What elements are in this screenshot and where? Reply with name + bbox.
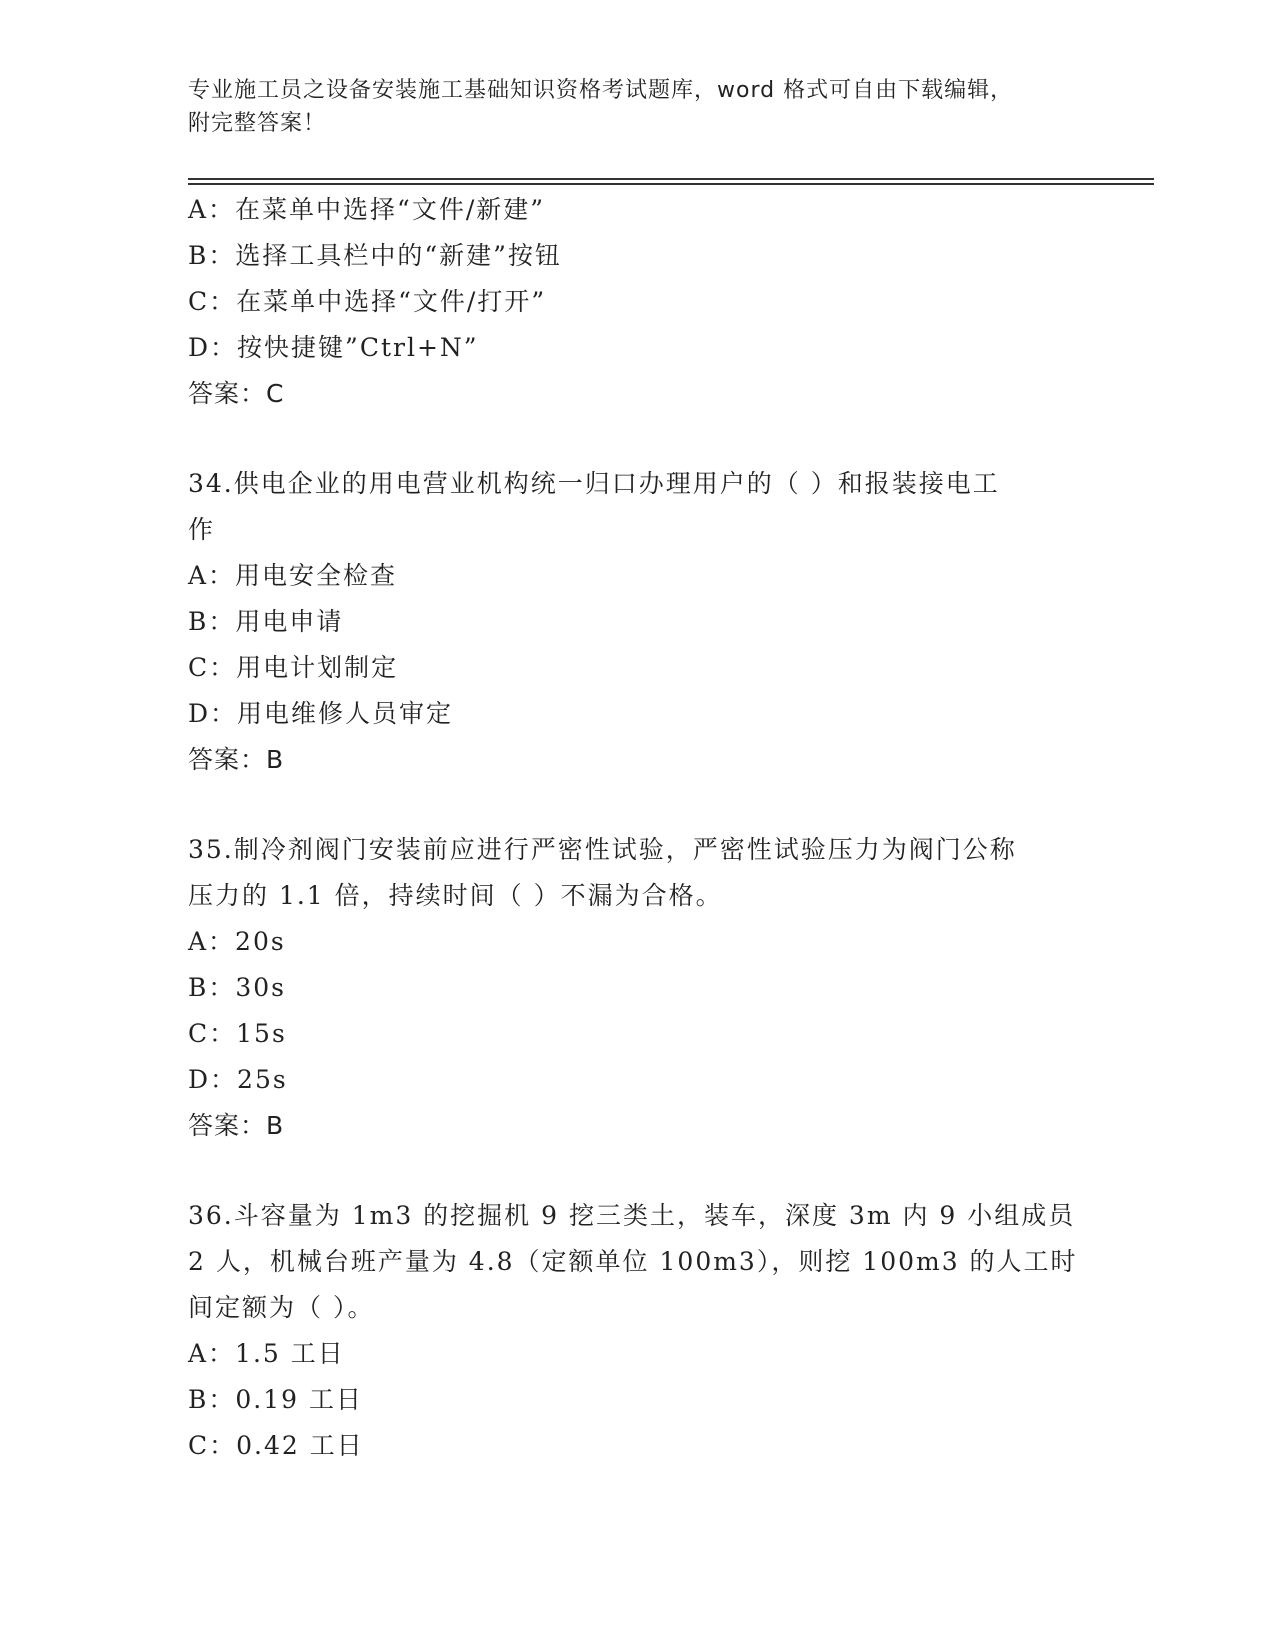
option-c: C：用电计划制定: [188, 653, 399, 682]
option-d: D：用电维修人员审定: [188, 699, 454, 728]
answer: 答案：B: [188, 1111, 285, 1140]
question-content: [188, 187, 1088, 1469]
option-a: A：20s: [188, 927, 286, 956]
option-a: A：用电安全检查: [188, 561, 398, 590]
option-a: A：1.5 工日: [188, 1339, 345, 1368]
option-d: D：25s: [188, 1065, 288, 1094]
option-d: D：按快捷键”Ctrl+N”: [188, 333, 479, 362]
question-title-line: 间定额为（ ）。: [188, 1293, 375, 1322]
option-c: C：0.42 工日: [188, 1431, 364, 1460]
question-title-line: 34.供电企业的用电营业机构统一归口办理用户的（ ）和报装接电工: [188, 469, 1000, 498]
question-33: [188, 187, 1088, 417]
question-title-line: 作: [188, 515, 216, 544]
option-b: B：用电申请: [188, 607, 344, 636]
question-35: [188, 827, 1088, 1149]
option-a: A：在菜单中选择“文件/新建”: [188, 195, 546, 224]
option-b: B：选择工具栏中的“新建”按钮: [188, 241, 562, 270]
header-divider-bottom: [188, 183, 1154, 185]
header-divider-top: [188, 178, 1154, 180]
option-c: C：15s: [188, 1019, 287, 1048]
header-line-2: 附完整答案！: [188, 111, 327, 136]
question-spacer: [188, 1149, 1088, 1193]
option-b: B：0.19 工日: [188, 1385, 363, 1414]
question-spacer: [188, 783, 1088, 827]
question-title-line: 36.斗容量为 1m3 的挖掘机 9 挖三类土，装车，深度 3m 内 9 小组成员: [188, 1201, 1076, 1230]
question-title-line: 2 人，机械台班产量为 4.8（定额单位 100m3），则挖 100m3 的人工时: [188, 1247, 1078, 1276]
document-header: [188, 74, 1068, 140]
answer: 答案：B: [188, 745, 285, 774]
question-title-line: 压力的 1.1 倍，持续时间（ ）不漏为合格。: [188, 881, 723, 910]
header-line-1: 专业施工员之设备安装施工基础知识资格考试题库，word 格式可自由下载编辑，: [188, 78, 1014, 103]
question-36: [188, 1193, 1088, 1469]
question-spacer: [188, 417, 1088, 461]
question-34: [188, 461, 1088, 783]
option-c: C：在菜单中选择“文件/打开”: [188, 287, 547, 316]
answer: 答案：C: [188, 379, 285, 408]
question-title-line: 35.制冷剂阀门安装前应进行严密性试验，严密性试验压力为阀门公称: [188, 835, 1017, 864]
option-b: B：30s: [188, 973, 287, 1002]
